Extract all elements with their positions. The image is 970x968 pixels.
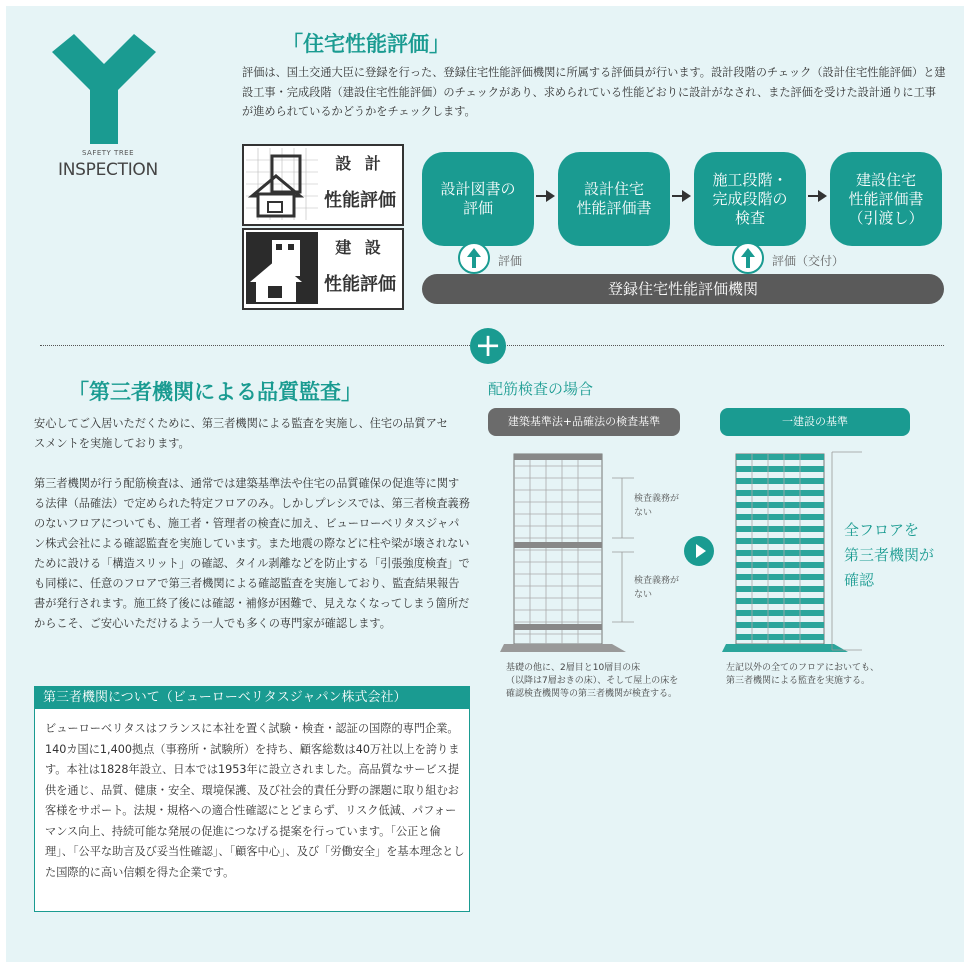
up-arrow-icon (458, 242, 490, 274)
construction-badge-label1: 建 設 (335, 238, 385, 257)
flow-arrow-icon (818, 190, 827, 202)
rebar-inspection-title: 配筋検査の場合 (488, 380, 594, 398)
about-box (34, 686, 470, 912)
logo-big-text: INSPECTION (58, 160, 158, 180)
construction-badge-label2: 性能評価 (324, 274, 396, 295)
standard-pill: 建築基準法+品確法の検査基準 (488, 408, 680, 436)
design-performance-badge (242, 144, 404, 226)
design-badge-label1: 設 計 (335, 154, 385, 173)
house-outline-icon (246, 148, 318, 220)
third-party-intro: 安心してご入居いただくために、第三者機関による監査を実施し、住宅の品質アセスメントを実施しております。 (34, 417, 448, 450)
flow-arrow-icon (682, 190, 691, 202)
registered-agency-bar: 登録住宅性能評価機関 (422, 274, 944, 304)
safety-tree-logo (44, 34, 164, 144)
no-obligation-label-1: 検査義務が ない (634, 494, 680, 518)
logo-small-text: SAFETY TREE (81, 149, 135, 157)
flow-step-design-review: 設計図書の 評価 (422, 152, 534, 246)
flow-arrow-icon (546, 190, 555, 202)
flow-step-design-certificate: 設計住宅 性能評価書 (558, 152, 670, 246)
right-note: 左記以外の全てのフロアにおいても、 第三者機関による監査を実施する。 (726, 663, 880, 686)
evaluation-issue-label: 評価（交付） (772, 254, 845, 268)
about-body: ビューローベリタスはフランスに本社を置く試験・検査・認証の国際的専門企業。140カ国に1,400拠点（事務所・試験所）を持ち、顧客総数は40万社以上を誇ります。本社は1828年設立、日本では1953年に設立されました。高品質なサービス提供を通じ、品質、健康・安全、環境保護、及び社会的責任分野の課題に取り組むお客様をサポート。法規・規格への適合性確認にとどまらず、リスク低減、パフォーマンス向上、持続可能な発展の促進につなげる提案を行っています。「公正と倫理」、「公平な助言及び妥当性確認」、「顧客中心」、及び「労働安全」を基本理念とした国際的に高い信頼を得た企業です。 (45, 722, 465, 879)
flow-step-construction-certificate: 建設住宅 性能評価書 （引渡し） (830, 152, 942, 246)
design-badge-label2: 性能評価 (324, 190, 396, 211)
about-heading: 第三者機関について（ビューローベリタスジャパン株式会社） (35, 687, 469, 709)
all-floors-callout: 全フロアを 第三者機関が 確認 (844, 521, 935, 589)
plus-icon: + (470, 328, 506, 364)
play-arrow-icon (684, 536, 714, 566)
evaluation-label: 評価 (498, 254, 523, 268)
left-note: 基礎の他に、2層目と10層目の床 （以降は7層おきの床）、そして屋上の床を 確認検査機関等の第三者機関が検査する。 (506, 663, 679, 699)
third-party-body: 第三者機関が行う配筋検査は、通常では建築基準法や住宅の品質確保の促進等に関する法律（品確法）で定められた特定フロアのみ。しかしプレシスでは、第三者検査義務のないフロアについても、施工者・管理者の検査に加え、ビューローベリタスジャパン株式会社による確認監査を実施しています。また地震の際などに柱や梁が壊されないために設ける「構造スリット」の確認、タイル剥離などを防止する「引張強度検査」でも同様に、任意のフロアで第三者機関による確認監査を実施しており、監査結果報告書が発行されます。施工終了後には確認・補修が困難で、見えなくなってしまう箇所だからこそ、ご安心いただけるよう一人でも多くの専門家が確認します。 (34, 477, 470, 630)
bracket-lines (606, 476, 636, 636)
company-standard-pill: 一建設の基準 (720, 408, 910, 436)
housing-performance-paragraph: 評価は、国土交通大臣に登録を行った、登録住宅性能評価機関に所属する評価員が行います。設計段階のチェック（設計住宅性能評価）と建設工事・完成段階（建設住宅性能評価）のチェックがあり、求められている性能どおりに設計がなされ、また評価を受けた設計通りに工事が進められているかどうかをチェックします。 (242, 66, 946, 118)
no-obligation-label-2: 検査義務が ない (634, 576, 680, 600)
house-solid-icon (246, 232, 318, 304)
construction-performance-badge (242, 228, 404, 310)
page (6, 6, 964, 962)
up-arrow-icon (732, 242, 764, 274)
section-title-housing-performance: 「住宅性能評価」 (282, 31, 450, 56)
flow-step-inspection: 施工段階・ 完成段階の 検査 (694, 152, 806, 246)
section-title-third-party-audit: 「第三者機関による品質監査」 (68, 379, 362, 404)
